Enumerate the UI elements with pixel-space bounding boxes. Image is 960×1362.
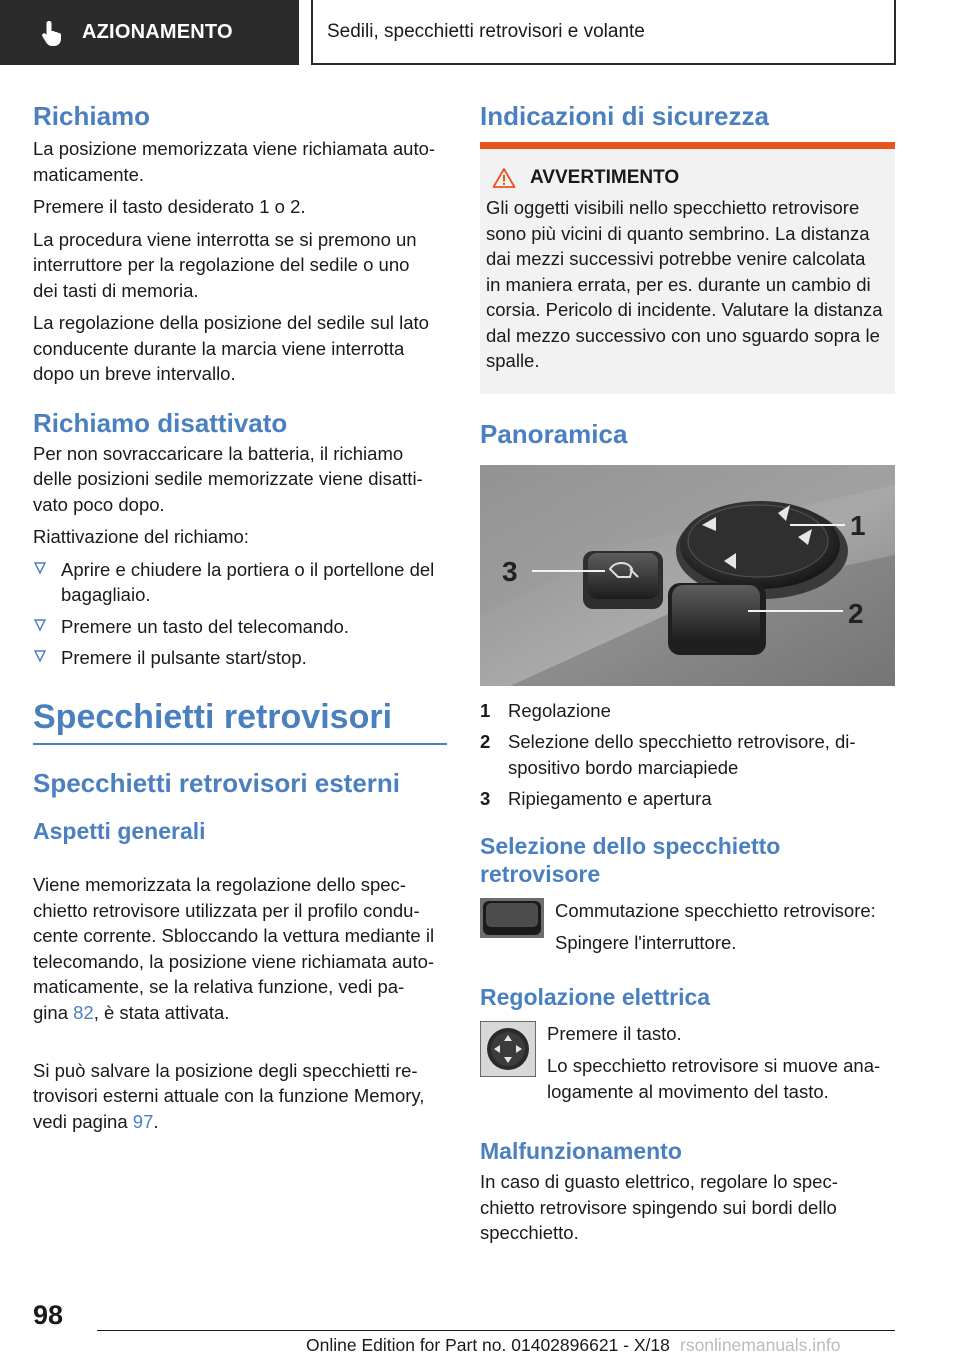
footer-rule bbox=[97, 1330, 895, 1331]
chapter-title-specchietti: Specchietti retrovisori bbox=[33, 697, 393, 736]
subsection-title-aspetti-generali: Aspetti generali bbox=[33, 817, 206, 844]
electric-row bbox=[480, 1021, 895, 1112]
warning-title: AVVERTIMENTO bbox=[486, 167, 889, 189]
paragraph: Spingere l'interruttore. bbox=[555, 932, 737, 953]
subsection-title-selezione: Selezione dello specchietto retrovisore bbox=[480, 832, 781, 887]
list-item: Premere il pulsante start/stop. bbox=[33, 645, 447, 671]
list-item: Aprire e chiudere la portiera o il portellone del bagagliaio. bbox=[33, 557, 447, 608]
header-chapter: Sedili, specchietti retrovisori e volante bbox=[327, 20, 645, 42]
warning-text: Gli oggetti visibili nello specchietto retrovisore sono più vicini di quanto sembrino. La distanza dai mezzi successivi potrebbe venire calcolata in maniera errata, per es. durante un cambio di corsia. Pericolo di incidente. Valutare la distanza dal mezzo successivo con uno sguardo sopra le spalle. bbox=[486, 197, 883, 371]
paragraph: Per non sovraccaricare la batteria, il richiamo delle posizioni sedile memorizzate viene disatti- vato poco dopo. bbox=[33, 442, 423, 515]
list-item: Premere un tasto del telecomando. bbox=[33, 614, 447, 640]
callout-3: 3 bbox=[502, 555, 518, 587]
paragraph: Si può salvare la posizione degli specchietti re- trovisori esterni attuale con la funzione Memory, vedi pagina 97. bbox=[33, 1059, 425, 1132]
bullet-list bbox=[33, 557, 447, 671]
selection-row bbox=[480, 898, 895, 963]
warning-bar bbox=[480, 142, 895, 149]
section-title-specchietti-esterni: Specchietti retrovisori esterni bbox=[33, 767, 401, 798]
paragraph: In caso di guasto elettrico, regolare lo spec- chietto retrovisore spingendo sui bordi dello specchietto. bbox=[480, 1171, 838, 1243]
title-rule bbox=[33, 743, 447, 745]
section-title-richiamo-disattivato: Richiamo disattivato bbox=[33, 407, 288, 438]
page-link-82[interactable]: 82 bbox=[73, 1001, 94, 1023]
callout-2: 2 bbox=[848, 597, 864, 629]
paragraph: Premere il tasto desiderato 1 o 2. bbox=[33, 196, 306, 217]
paragraph: Premere il tasto. bbox=[547, 1022, 682, 1044]
triangle-bullet-icon bbox=[33, 561, 47, 575]
footer-watermark: rsonlinemanuals.info bbox=[680, 1335, 841, 1355]
section-title-richiamo: Richiamo bbox=[33, 101, 151, 131]
legend-list bbox=[480, 698, 895, 812]
warning-triangle-icon bbox=[492, 167, 516, 189]
list-item: 2 Selezione dello specchietto retrovisore, di- spositivo bordo marciapiede bbox=[480, 731, 856, 778]
paragraph: Riattivazione del richiamo: bbox=[33, 526, 249, 547]
mirror-adjust-knob-icon bbox=[480, 1021, 536, 1077]
section-title-panoramica: Panoramica bbox=[480, 418, 628, 449]
hand-pointer-icon bbox=[38, 18, 68, 48]
mirror-switch-photo bbox=[480, 465, 895, 686]
triangle-bullet-icon bbox=[33, 649, 47, 663]
paragraph: La posizione memorizzata viene richiamata auto- maticamente. bbox=[33, 138, 436, 185]
list-item: 1 Regolazione bbox=[480, 699, 611, 721]
header-chapter-box bbox=[311, 0, 896, 65]
warning-box bbox=[480, 149, 895, 394]
right-column bbox=[480, 100, 895, 1253]
list-item: 3 Ripiegamento e apertura bbox=[480, 788, 712, 809]
triangle-bullet-icon bbox=[33, 618, 47, 632]
mirror-selector-button-icon bbox=[480, 898, 544, 938]
left-column bbox=[33, 100, 447, 1141]
paragraph: Lo specchietto retrovisore si muove ana- logamente al movimento del tasto. bbox=[547, 1055, 881, 1102]
subsection-title-malfunzionamento: Malfunzionamento bbox=[480, 1138, 682, 1164]
section-title-sicurezza: Indicazioni di sicurezza bbox=[480, 101, 769, 131]
subsection-title-regolazione-elettrica: Regolazione elettrica bbox=[480, 983, 711, 1010]
page-number: 98 bbox=[33, 1300, 64, 1330]
header-section-tab bbox=[0, 0, 299, 65]
page-link-97[interactable]: 97 bbox=[132, 1110, 154, 1132]
paragraph: La procedura viene interrotta se si premono un interruttore per la regolazione del sedile o uno dei tasti di memoria. bbox=[33, 228, 417, 301]
paragraph: La regolazione della posizione del sedile sul lato conducente durante la marcia viene interrotta dopo un breve intervallo. bbox=[33, 312, 429, 384]
header-section: AZIONAMENTO bbox=[82, 21, 233, 43]
callout-1: 1 bbox=[850, 509, 866, 541]
paragraph: Commutazione specchietto retrovisore: bbox=[555, 899, 876, 921]
footer-edition: Online Edition for Part no. 01402896621 - X/18 bbox=[306, 1335, 670, 1355]
paragraph: Viene memorizzata la regolazione dello spec- chietto retrovisore utilizzata per il profilo condu- cente corrente. Sbloccando la vettura mediante il telecomando, la posizione viene richiamata auto- maticamente, se la relativa funzione, vedi pa- gina 82, è stata attivata. bbox=[33, 874, 435, 1023]
